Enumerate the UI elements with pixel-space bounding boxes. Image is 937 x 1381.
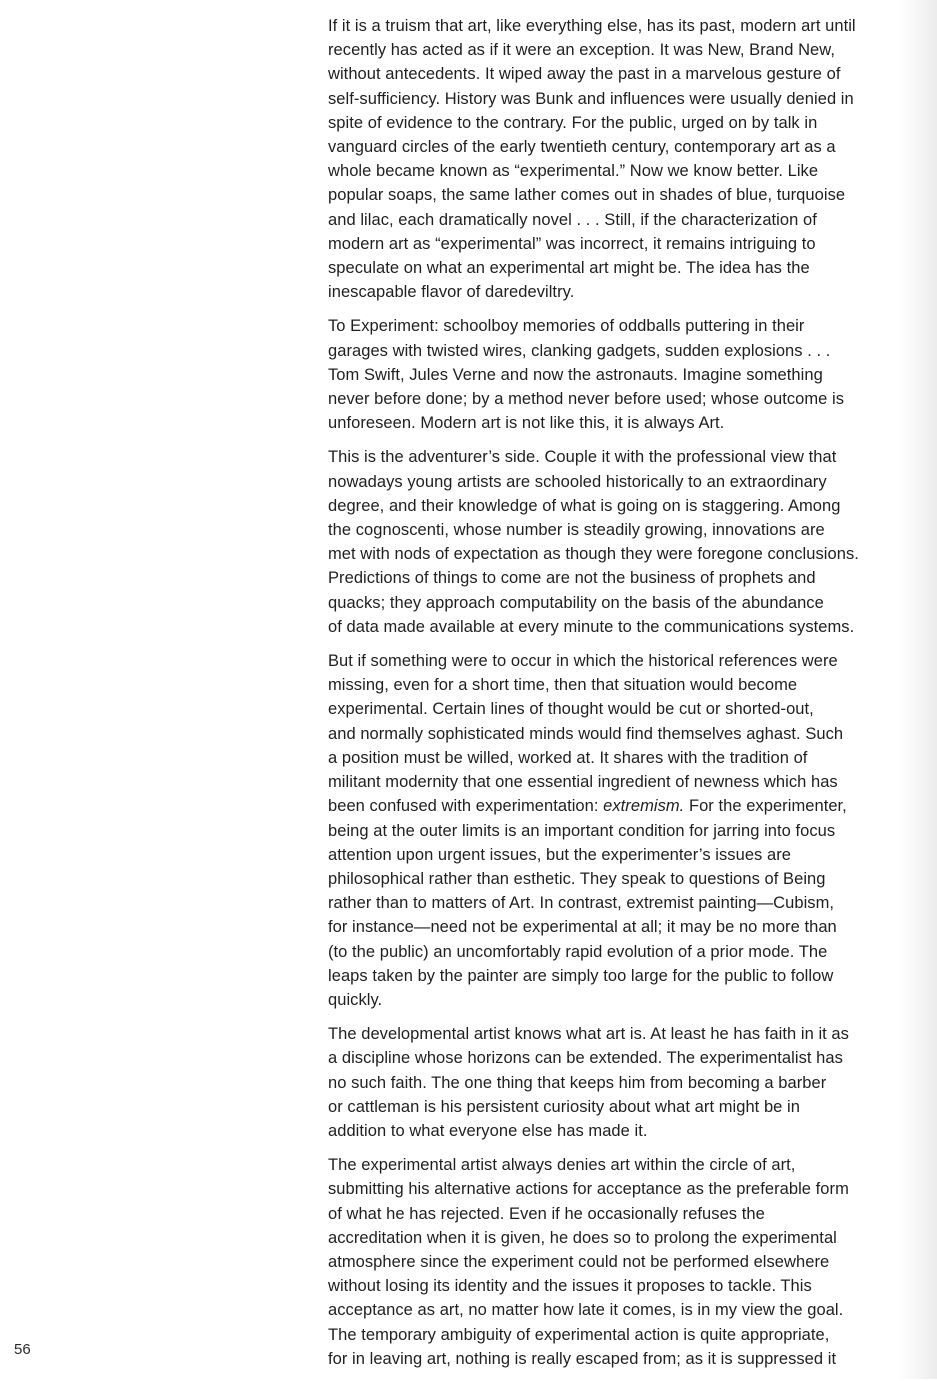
text-line: The experimental artist always denies art within the circle of art, bbox=[328, 1156, 796, 1175]
text-line: garages with twisted wires, clanking gadgets, sudden explosions . . . bbox=[328, 341, 831, 360]
page-number: 56 bbox=[14, 1341, 31, 1358]
text-line: popular soaps, the same lather comes out in shades of blue, turquoise bbox=[328, 186, 846, 205]
paragraph-1 bbox=[328, 14, 906, 304]
text-line: no such faith. The one thing that keeps him from becoming a barber bbox=[328, 1073, 827, 1092]
text-line: without losing its identity and the issues it proposes to tackle. This bbox=[328, 1277, 812, 1296]
text-line: quacks; they approach computability on the basis of the abundance bbox=[328, 593, 824, 612]
text-line: rather than to matters of Art. In contrast, extremist painting—Cubism, bbox=[328, 894, 835, 913]
text-line: quickly. bbox=[328, 990, 383, 1009]
text-line: acceptance as art, no matter how late it comes, is in my view the goal. bbox=[328, 1301, 844, 1320]
text-line: never before done; by a method never before used; whose outcome is bbox=[328, 390, 845, 409]
text-line: recently has acted as if it were an exception. It was New, Brand New, bbox=[328, 41, 835, 60]
paragraph-4 bbox=[328, 649, 906, 1012]
text-line: inescapable flavor of daredeviltry. bbox=[328, 283, 575, 302]
text-line: attention upon urgent issues, but the experimenter’s issues are bbox=[328, 845, 791, 864]
text-line: speculate on what an experimental art might be. The idea has the bbox=[328, 259, 810, 278]
text-line: degree, and their knowledge of what is going on is staggering. Among bbox=[328, 496, 841, 515]
paragraph-2 bbox=[328, 314, 906, 435]
paragraph-6 bbox=[328, 1153, 906, 1371]
text-line: addition to what everyone else has made it. bbox=[328, 1121, 648, 1140]
text-line: unforeseen. Modern art is not like this, it is always Art. bbox=[328, 414, 725, 433]
text-line: without antecedents. It wiped away the past in a marvelous gesture of bbox=[328, 65, 841, 84]
text-line: To Experiment: schoolboy memories of oddballs puttering in their bbox=[328, 317, 805, 336]
text-line: for instance—need not be experimental at all; it may be no more than bbox=[328, 918, 837, 937]
text-line: and normally sophisticated minds would find themselves aghast. Such bbox=[328, 724, 844, 743]
text-line: This is the adventurer’s side. Couple it with the professional view that bbox=[328, 448, 837, 467]
text-line: (to the public) an uncomfortably rapid evolution of a prior mode. The bbox=[328, 942, 828, 961]
text-line: atmosphere since the experiment could not be performed elsewhere bbox=[328, 1252, 830, 1271]
text-line: and lilac, each dramatically novel . . . Still, if the characterization of bbox=[328, 210, 817, 229]
text-line: the cognoscenti, whose number is steadily growing, innovations are bbox=[328, 521, 825, 540]
text-line: leaps taken by the painter are simply too large for the public to follow bbox=[328, 966, 834, 985]
essay-text-column bbox=[328, 14, 906, 1381]
text-line: Predictions of things to come are not the business of prophets and bbox=[328, 569, 816, 588]
text-line: nowadays young artists are schooled historically to an extraordinary bbox=[328, 472, 827, 491]
text-line: The developmental artist knows what art is. At least he has faith in it as bbox=[328, 1025, 849, 1044]
text-line: experimental. Certain lines of thought would be cut or shorted-out, bbox=[328, 700, 814, 719]
text-line: self-sufficiency. History was Bunk and influences were usually denied in bbox=[328, 89, 854, 108]
italic-emphasis: extremism. bbox=[603, 797, 685, 816]
text-line: for in leaving art, nothing is really escaped from; as it is suppressed it bbox=[328, 1349, 837, 1368]
text-line: of data made available at every minute to the communications systems. bbox=[328, 617, 855, 636]
text-line: The temporary ambiguity of experimental action is quite appropriate, bbox=[328, 1325, 830, 1344]
text-line: spite of evidence to the contrary. For the public, urged on by talk in bbox=[328, 113, 818, 132]
text-line: Tom Swift, Jules Verne and now the astronauts. Imagine something bbox=[328, 365, 823, 384]
text-line: whole became known as “experimental.” Now we know better. Like bbox=[328, 162, 819, 181]
text-line: But if something were to occur in which the historical references were bbox=[328, 652, 838, 671]
text-line: being at the outer limits is an important condition for jarring into focus bbox=[328, 821, 836, 840]
text-line: met with nods of expectation as though they were foregone conclusions. bbox=[328, 545, 859, 564]
text-line: militant modernity that one essential ingredient of newness which has bbox=[328, 773, 838, 792]
text-line: a discipline whose horizons can be extended. The experimentalist has bbox=[328, 1049, 843, 1068]
text-line: philosophical rather than esthetic. They speak to questions of Being bbox=[328, 869, 826, 888]
text-line: or cattleman is his persistent curiosity about what art might be in bbox=[328, 1097, 800, 1116]
text-line: If it is a truism that art, like everything else, has its past, modern art until bbox=[328, 17, 856, 35]
text-line: a position must be willed, worked at. It shares with the tradition of bbox=[328, 748, 808, 767]
paragraph-5 bbox=[328, 1022, 906, 1143]
paragraph-3 bbox=[328, 445, 906, 639]
text-line: submitting his alternative actions for acceptance as the preferable form bbox=[328, 1180, 849, 1199]
text-line: of what he has rejected. Even if he occasionally refuses the bbox=[328, 1204, 765, 1223]
text-line: accreditation when it is given, he does so to prolong the experimental bbox=[328, 1228, 837, 1247]
text-line: vanguard circles of the early twentieth century, contemporary art as a bbox=[328, 138, 836, 157]
text-line: been confused with experimentation: extremism. For the experimenter, bbox=[328, 797, 847, 816]
text-line: missing, even for a short time, then that situation would become bbox=[328, 676, 798, 695]
text-line: modern art as “experimental” was incorrect, it remains intriguing to bbox=[328, 234, 816, 253]
